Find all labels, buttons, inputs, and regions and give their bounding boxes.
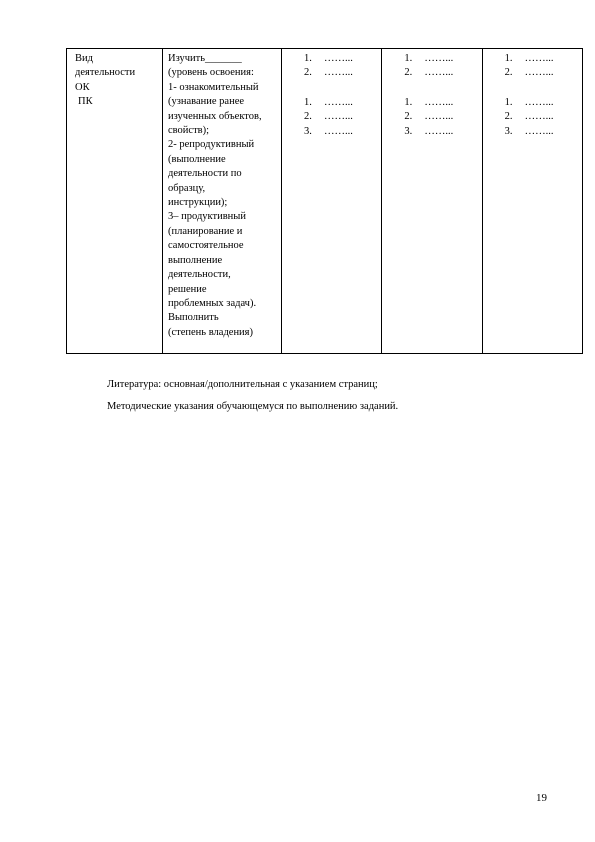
level-line: проблемных задач). (168, 297, 257, 309)
task-list (286, 52, 377, 81)
list-item (505, 125, 578, 139)
item-text: ……... (524, 111, 554, 123)
level-line: Выполнить (168, 312, 219, 324)
item-text: ……... (324, 96, 353, 108)
item-text: ……... (324, 67, 353, 79)
level-line: (узнавание ранее (168, 96, 245, 108)
item-number: 3. (504, 125, 513, 137)
level-line: образцу, (168, 182, 206, 194)
level-line: решение (168, 283, 207, 295)
spacer (386, 81, 477, 96)
list-item (304, 125, 377, 139)
list-item (304, 96, 377, 110)
item-text: ……... (424, 125, 454, 137)
item-number: 2. (404, 67, 413, 79)
task-column-cell (482, 49, 582, 354)
level-line: (планирование и (168, 225, 243, 237)
task-list (286, 96, 377, 139)
item-number: 1. (504, 96, 513, 108)
literature-note: Литература: основная/дополнительная с указанием страниц; (107, 379, 378, 390)
list-item (505, 66, 578, 80)
task-list (386, 52, 477, 81)
item-text: ……... (424, 67, 454, 79)
item-text: ……... (324, 125, 353, 137)
item-number: 1. (404, 96, 413, 108)
list-item (404, 52, 477, 66)
level-line: 2- репродуктивный (168, 139, 255, 151)
task-list (487, 52, 578, 81)
level-line: 1- ознакомительный (168, 81, 259, 93)
list-item (404, 125, 477, 139)
list-item (404, 96, 477, 110)
item-number: 2. (304, 67, 312, 79)
list-item (404, 66, 477, 80)
item-text: ……... (324, 53, 353, 64)
item-text: ……... (424, 53, 454, 64)
list-item (505, 52, 578, 66)
level-line: Изучить_______ (168, 53, 242, 64)
pk-label: ПК (78, 96, 93, 108)
level-line: (степень владения) (168, 326, 254, 338)
level-line: выполнение (168, 254, 223, 266)
item-number: 1. (304, 53, 312, 64)
item-number: 3. (404, 125, 413, 137)
activity-label: Вид (75, 53, 93, 64)
list-item (304, 52, 377, 66)
spacer (487, 81, 578, 96)
item-number: 1. (304, 96, 312, 108)
level-line: 3– продуктивный (168, 211, 246, 223)
level-line: (уровень освоения: (168, 67, 254, 79)
task-table (66, 48, 583, 354)
item-number: 1. (404, 53, 413, 64)
activity-type-cell (67, 49, 163, 354)
level-line: инструкции); (168, 197, 228, 209)
item-text: ……... (524, 96, 554, 108)
ok-label: ОК (75, 81, 90, 93)
table-row (67, 49, 583, 354)
item-text: ……... (424, 111, 454, 123)
item-number: 2. (504, 111, 513, 123)
level-line: деятельности по (168, 168, 242, 180)
item-text: ……... (324, 111, 353, 123)
item-number: 3. (304, 125, 312, 137)
list-item (404, 110, 477, 124)
item-number: 2. (504, 67, 513, 79)
list-item (304, 110, 377, 124)
level-line: самостоятельное (168, 240, 244, 252)
level-line: изученных объектов, (168, 110, 262, 122)
level-line: (выполнение (168, 153, 226, 165)
task-column-cell (282, 49, 382, 354)
spacer (286, 81, 377, 96)
list-item (304, 66, 377, 80)
item-text: ……... (424, 96, 454, 108)
list-item (505, 110, 578, 124)
task-list (487, 96, 578, 139)
item-text: ……... (524, 53, 554, 64)
item-number: 2. (404, 111, 413, 123)
activity-label: деятельности (75, 67, 136, 79)
list-item (505, 96, 578, 110)
item-number: 1. (504, 53, 513, 64)
learning-level-cell (163, 49, 282, 354)
guidelines-note: Методические указания обучающемуся по выполнению заданий. (107, 401, 399, 412)
item-text: ……... (524, 67, 554, 79)
level-line: деятельности, (168, 269, 231, 281)
item-number: 2. (304, 111, 312, 123)
page-number: 19 (536, 792, 547, 804)
task-list (386, 96, 477, 139)
level-line: свойств); (168, 125, 210, 137)
task-column-cell (382, 49, 482, 354)
item-text: ……... (524, 125, 554, 137)
